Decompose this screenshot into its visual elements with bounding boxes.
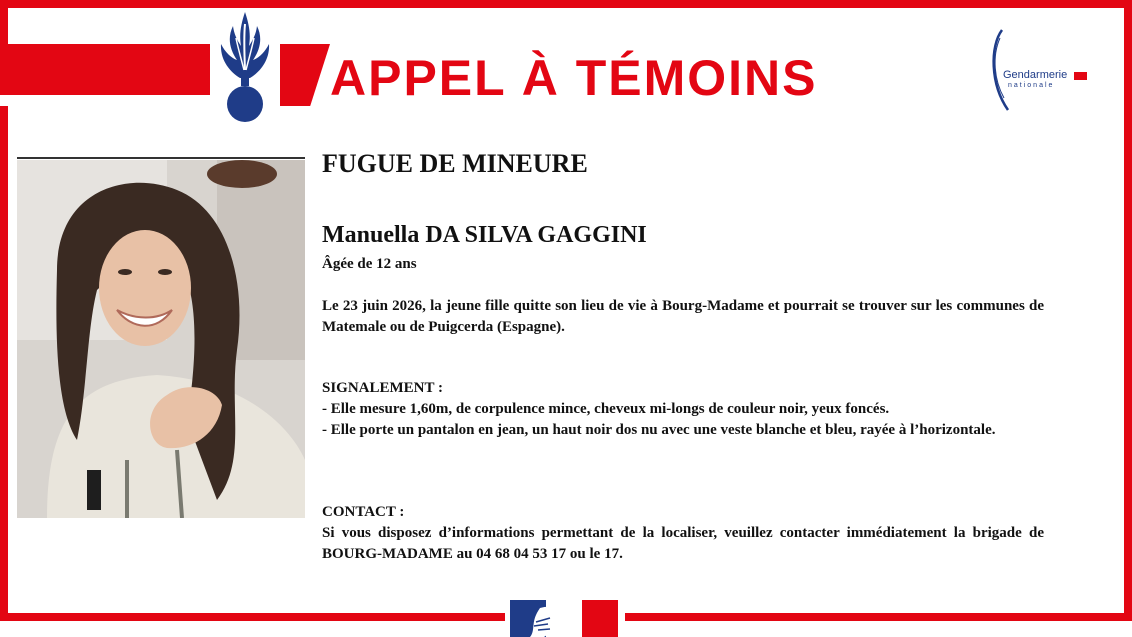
case-heading: FUGUE DE MINEURE xyxy=(322,149,588,178)
signalement-line-1: - Elle mesure 1,60m, de corpulence mince, cheveux mi-longs de couleur noir, yeux foncés. xyxy=(322,401,890,417)
contact-heading: CONTACT : xyxy=(322,504,405,520)
photo-top-rule xyxy=(17,157,305,159)
logo-subtitle: nationale xyxy=(1008,82,1055,89)
page-title: APPEL À TÉMOINS xyxy=(330,50,818,106)
logo-name: Gendarmerie xyxy=(1003,69,1068,81)
person-age: Âgée de 12 ans xyxy=(322,256,417,272)
signalement-heading: SIGNALEMENT : xyxy=(322,380,443,396)
contact-text: Si vous disposez d’informations permettant de la localiser, veuillez contacter immédiatement la brigade de BOURG-MADAME au 04 68 04 53 17 ou le 17. xyxy=(322,525,1044,562)
missing-person-photo xyxy=(17,160,305,518)
signalement-line-2: - Elle porte un pantalon en jean, un haut noir dos nu avec une veste blanche et bleu, rayée à l’horizontale. xyxy=(322,422,996,438)
bottom-rule-right xyxy=(625,613,1132,621)
grenade-icon xyxy=(210,8,280,134)
bottom-rule-left xyxy=(0,613,505,621)
logo-flag xyxy=(1074,72,1087,80)
banner-cutout xyxy=(0,95,217,106)
person-name: Manuella DA SILVA GAGGINI xyxy=(322,222,647,248)
marianne-icon xyxy=(510,600,618,637)
case-description: Le 23 juin 2026, la jeune fille quitte son lieu de vie à Bourg-Madame et pourrait se trouver sur les communes de Matemale ou de Puigcerda (Espagne). xyxy=(322,298,1044,335)
